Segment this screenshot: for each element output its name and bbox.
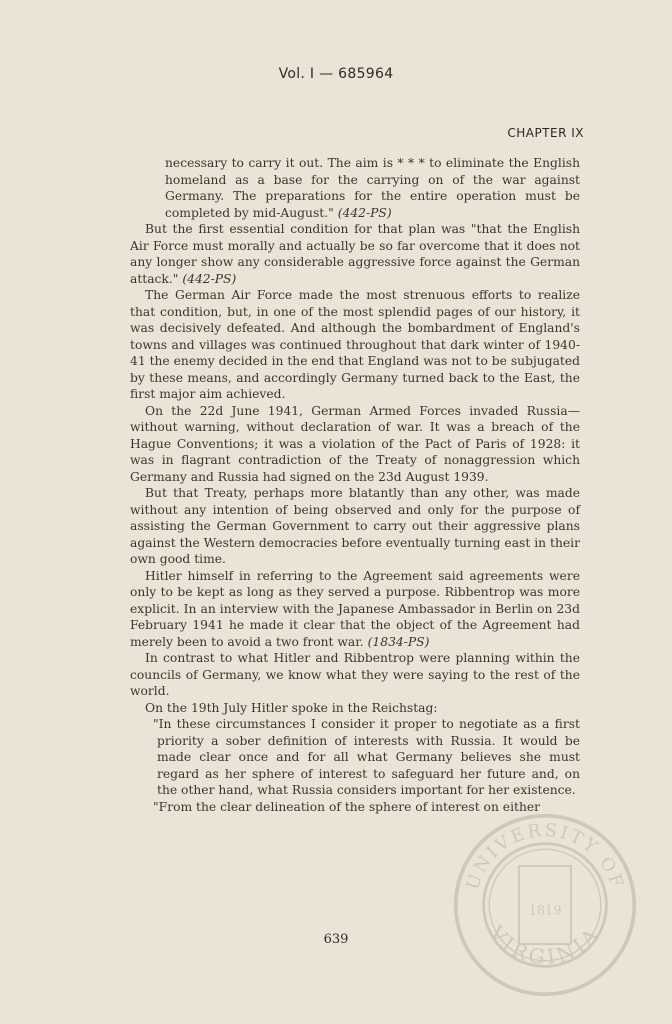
seal-top-text: UNIVERSITY OF bbox=[462, 820, 628, 893]
quote-paragraph-1: "In these circumstances I consider it proper to negotiate as a first priority a sober definition of interests with Russia. It would be made clear once and for all what Germany believes she must regard as her sphere of interest to safeguard her future and, on the other hand, what Russia considers important for her existence. bbox=[153, 717, 580, 797]
paragraph-7: In contrast to what Hitler and Ribbentrop were planning within the councils of Germany, we know what they were saying to the rest of the world. bbox=[130, 651, 580, 698]
paragraph-4: On the 22d June 1941, German Armed Forces invaded Russia—without warning, without declaration of war. It was a breach of the Hague Conventions; it was a violation of the Pact of Paris of 1928: it was in flagrant contradiction of the Treaty of nonaggression which Germany and Russia had signed on the 23d August 1939. bbox=[130, 403, 580, 484]
paragraph-2: But the first essential condition for that plan was "that the English Air Force must morally and actually be so far overcome that it does not any longer show any considerable aggressive force against the German attack." (442-PS) bbox=[130, 222, 580, 286]
seal-year: 1819 bbox=[528, 903, 562, 919]
university-seal-watermark bbox=[452, 812, 638, 998]
body-text bbox=[130, 155, 580, 815]
chapter-heading: CHAPTER IX bbox=[507, 126, 584, 140]
paragraph-8: On the 19th July Hitler spoke in the Reichstag: bbox=[145, 700, 438, 715]
volume-header: Vol. I — 685964 bbox=[278, 66, 394, 82]
citation: (442-PS) bbox=[337, 205, 392, 220]
quote-paragraph-2: "From the clear delineation of the sphere of interest on either bbox=[153, 799, 541, 814]
paragraph-1: necessary to carry it out. The aim is * * * to eliminate the English homeland as a base for the carrying on of the war against Germany. The preparations for the entire operation must be completed by mid-August." (442-PS) bbox=[165, 156, 580, 220]
paragraph-3: The German Air Force made the most strenuous efforts to realize that condition, but, in one of the most splendid pages of our history, it was decisively defeated. And although the bombardment of England's towns and villages was continued throughout that dark winter of 1940-41 the enemy decided in the end that England was not to be subjugated by these means, and accordingly Germany turned back to the East, the first major aim achieved. bbox=[130, 288, 580, 401]
citation: (1834-PS) bbox=[367, 634, 430, 649]
paragraph-5: But that Treaty, perhaps more blatantly than any other, was made without any intention of being observed and only for the purpose of assisting the German Government to carry out their aggressive plans against the Western democracies before eventually turning east in their own good time. bbox=[130, 486, 580, 566]
citation: (442-PS) bbox=[182, 271, 237, 286]
page-number: 639 bbox=[323, 932, 349, 947]
seal-bottom-text: VIRGINIA bbox=[484, 921, 606, 970]
paragraph-6: Hitler himself in referring to the Agreement said agreements were only to be kept as long as they served a purpose. Ribbentrop was more explicit. In an interview with the Japanese Ambassador in Berlin on 23d February 1941 he made it clear that the object of the Agreement had merely been to avoid a two front war. (1834-PS) bbox=[130, 568, 580, 649]
